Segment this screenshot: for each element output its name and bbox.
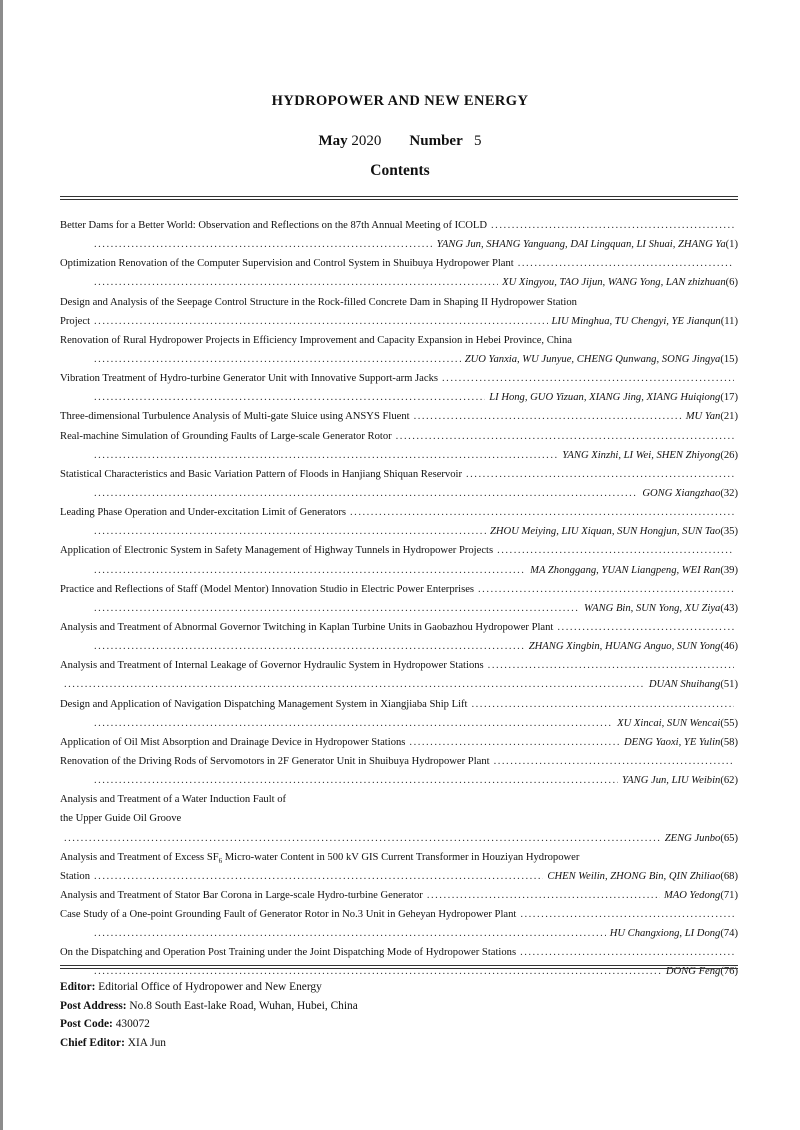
- toc-title-line: Optimization Renovation of the Computer Supervision and Control System in Shuibuya Hydropower Plant .....: [60, 254, 738, 273]
- article-authors: XU Xincai, SUN Wencai: [617, 717, 721, 729]
- leader-dots: [94, 714, 613, 733]
- article-page: (39): [720, 564, 738, 576]
- article-page: (35): [720, 526, 738, 538]
- toc-title-line: Case Study of a One-point Grounding Fault of Generator Rotor in No.3 Unit in Geheyan Hydropower Plant .....: [60, 905, 738, 924]
- toc-author-line: [60, 714, 738, 733]
- leader-dots: [94, 446, 558, 465]
- issue-number-label: Number: [409, 133, 463, 149]
- leader-dots: [472, 695, 735, 714]
- article-authors: MAO Yedong: [663, 889, 721, 901]
- leader-dots: [94, 599, 580, 618]
- article-authors: MU Yan: [685, 411, 721, 423]
- article-authors: DENG Yaoxi, YE Yulin: [623, 736, 721, 748]
- leader-dots: [94, 561, 526, 580]
- issue-line: [0, 133, 800, 150]
- toc-title-line: Leading Phase Operation and Under-excitation Limit of Generators .....: [60, 503, 738, 522]
- toc-author-line: [60, 675, 738, 694]
- article-authors: GONG Xiangzhao: [642, 487, 721, 499]
- article-page: (62): [720, 775, 738, 787]
- leader-dots: [557, 618, 734, 637]
- article-authors: ZENG Junbo: [664, 832, 721, 844]
- toc-author-line: [60, 350, 738, 369]
- chief-editor-line: Chief Editor: XIA Jun: [60, 1036, 167, 1049]
- address-line: Post Address: No.8 South East-lake Road, Wuhan, Hubei, China: [60, 999, 358, 1012]
- article-authors: DUAN Shuihang: [648, 679, 721, 691]
- journal-title: HYDROPOWER AND NEW ENERGY: [271, 93, 529, 109]
- toc-title-line: Analysis and Treatment of a Water Induction Fault of: [60, 794, 287, 806]
- bottom-rule: [60, 965, 738, 966]
- leader-dots: [488, 656, 734, 675]
- toc-title-line: Vibration Treatment of Hydro-turbine Generator Unit with Innovative Support-arm Jacks .....: [60, 369, 738, 388]
- leader-dots: [442, 369, 734, 388]
- leader-dots: [396, 427, 734, 446]
- toc-title-line: Better Dams for a Better World: Observation and Reflections on the 87th Annual Meeting of ICOLD .....: [60, 216, 738, 235]
- toc-entry-line: Analysis and Treatment of Stator Bar Corona in Large-scale Hydro-turbine Generator ..... MAO Yedong (71): [60, 886, 738, 905]
- toc-author-line: [60, 771, 738, 790]
- article-authors: HU Changxiong, LI Dong: [609, 928, 721, 940]
- leader-dots: [414, 407, 682, 426]
- toc-author-line: [60, 522, 738, 541]
- article-authors: LIU Minghua, TU Chengyi, YE Jianqun: [551, 315, 721, 327]
- article-authors: LI Hong, GUO Yizuan, XIANG Jing, XIANG Huiqiong: [489, 392, 721, 404]
- article-authors: YANG Xinzhi, LI Wei, SHEN Zhiyong: [562, 449, 721, 461]
- article-page: (11): [720, 315, 738, 327]
- leader-dots: [64, 675, 645, 694]
- toc-author-line: [60, 388, 738, 407]
- leader-dots: [94, 273, 498, 292]
- toc-author-line: [60, 235, 738, 254]
- leader-dots: [94, 637, 525, 656]
- article-page: (32): [720, 487, 738, 499]
- toc-title-line: Statistical Characteristics and Basic Variation Pattern of Floods in Hanjiang Shiquan Reservoir .....: [60, 465, 738, 484]
- contents-title: Contents: [370, 162, 430, 179]
- toc-title-line: the Upper Guide Oil Groove: [60, 813, 182, 825]
- article-authors: WANG Bin, SUN Yong, XU Ziya: [584, 602, 721, 614]
- article-page: (58): [720, 736, 738, 748]
- toc-title-line: Analysis and Treatment of Excess $SF_6$ Micro-water Content in 500 kV GIS Current Transformer in Houziyan Hydropower: [60, 851, 580, 865]
- toc-entry-line: Application of Oil Mist Absorption and Drainage Device in Hydropower Stations ..... DENG Yaoxi, YE Yulin (58): [60, 733, 738, 752]
- leader-dots: [94, 312, 548, 331]
- toc-title-line: Renovation of Rural Hydropower Projects in Efficiency Improvement and Capacity Expansion in Hebei Province, China: [60, 334, 573, 346]
- postcode-line: Post Code: 430072: [60, 1018, 150, 1030]
- article-page: (26): [720, 449, 738, 461]
- article-page: (21): [720, 411, 738, 423]
- masthead: [60, 978, 358, 1052]
- toc-title-line: Design and Analysis of the Seepage Control Structure in the Rock-filled Concrete Dam in Shaping II Hydropower Station: [60, 296, 577, 308]
- toc-author-line: [60, 484, 738, 503]
- article-page: (65): [720, 832, 738, 844]
- article-page: (55): [720, 717, 738, 729]
- toc-title-line: Renovation of the Driving Rods of Servomotors in 2F Generator Unit in Shuibuya Hydropower Plant .....: [60, 752, 738, 771]
- toc-title-line: Application of Electronic System in Safety Management of Highway Tunnels in Hydropower Projects .....: [60, 541, 738, 560]
- toc-author-line: Project ..... LIU Minghua, TU Chengyi, YE Jianqun (11): [60, 312, 738, 331]
- toc-title-line: Analysis and Treatment of Internal Leakage of Governor Hydraulic System in Hydropower Stations .....: [60, 656, 738, 675]
- article-page: (46): [720, 641, 738, 653]
- article-page: (6): [725, 277, 738, 289]
- article-page: (68): [720, 870, 738, 882]
- article-page: (51): [720, 679, 738, 691]
- article-page: (71): [720, 889, 738, 901]
- leader-dots: [94, 771, 618, 790]
- leader-dots: [94, 484, 638, 503]
- toc-author-line: [60, 829, 738, 848]
- article-authors: CHEN Weilin, ZHONG Bin, QIN Zhiliao: [547, 870, 721, 882]
- toc-title-line: Design and Application of Navigation Dispatching Management System in Xiangjiaba Ship Lift .....: [60, 695, 738, 714]
- leader-dots: [94, 867, 543, 886]
- leader-dots: [494, 752, 734, 771]
- issue-month: May: [318, 133, 348, 149]
- toc-author-line: [60, 637, 738, 656]
- leader-dots: [94, 350, 461, 369]
- table-of-contents: [60, 216, 738, 982]
- article-page: (74): [720, 928, 738, 940]
- top-rule: [60, 196, 738, 197]
- article-authors: DONG Feng: [665, 966, 721, 978]
- leader-dots: [478, 580, 734, 599]
- leader-dots: [518, 254, 734, 273]
- issue-year: 2020: [351, 133, 382, 149]
- leader-dots: [350, 503, 734, 522]
- toc-author-line: Station ..... CHEN Weilin, ZHONG Bin, QIN Zhiliao (68): [60, 867, 738, 886]
- toc-author-line: [60, 561, 738, 580]
- article-authors: ZHANG Xingbin, HUANG Anguo, SUN Yong: [528, 641, 721, 653]
- article-authors: YANG Jun, LIU Weibin: [622, 775, 721, 787]
- toc-author-line: [60, 924, 738, 943]
- top-rule-2: [60, 199, 738, 200]
- toc-title-line: Practice and Reflections of Staff (Model Mentor) Innovation Studio in Electric Power Enterprises .....: [60, 580, 738, 599]
- leader-dots: [94, 522, 486, 541]
- issue-number: 5: [474, 133, 482, 149]
- leader-dots: [466, 465, 734, 484]
- toc-author-line: [60, 599, 738, 618]
- leader-dots: [427, 886, 660, 905]
- leader-dots: [409, 733, 620, 752]
- editor-line: Editor: Editorial Office of Hydropower and New Energy: [60, 981, 322, 993]
- leader-dots: [520, 943, 734, 962]
- article-authors: ZUO Yanxia, WU Junyue, CHENG Qunwang, SONG Jingya: [464, 353, 721, 365]
- bottom-rule-2: [60, 968, 738, 969]
- article-page: (15): [720, 353, 738, 365]
- article-authors: YANG Jun, SHANG Yanguang, DAI Lingquan, LI Shuai, ZHANG Ya: [436, 239, 726, 251]
- toc-entry-line: Three-dimensional Turbulence Analysis of Multi-gate Sluice using ANSYS Fluent ..... MU Yan (21): [60, 407, 738, 426]
- article-authors: ZHOU Meiying, LIU Xiquan, SUN Hongjun, SUN Tao: [490, 526, 721, 538]
- toc-title-line: Real-machine Simulation of Grounding Faults of Large-scale Generator Rotor .....: [60, 427, 738, 446]
- leader-dots: [497, 541, 734, 560]
- leader-dots: [94, 924, 606, 943]
- article-authors: MA Zhonggang, YUAN Liangpeng, WEI Ran: [530, 564, 721, 576]
- leader-dots: [94, 388, 485, 407]
- toc-author-line: [60, 273, 738, 292]
- article-page: (76): [720, 966, 738, 978]
- toc-title-line: Analysis and Treatment of Abnormal Governor Twitching in Kaplan Turbine Units in Gaobazhou Hydropower Plant .....: [60, 618, 738, 637]
- article-page: (17): [720, 392, 738, 404]
- leader-dots: [64, 829, 661, 848]
- article-page: (1): [725, 239, 738, 251]
- leader-dots: [94, 235, 433, 254]
- article-page: (43): [720, 602, 738, 614]
- leader-dots: [491, 216, 734, 235]
- toc-title-line: On the Dispatching and Operation Post Training under the Joint Dispatching Mode of Hydropower Stations .....: [60, 943, 738, 962]
- leader-dots: [520, 905, 734, 924]
- article-authors: XU Xingyou, TAO Jijun, WANG Yong, LAN zhizhuan: [502, 277, 726, 289]
- toc-author-line: [60, 446, 738, 465]
